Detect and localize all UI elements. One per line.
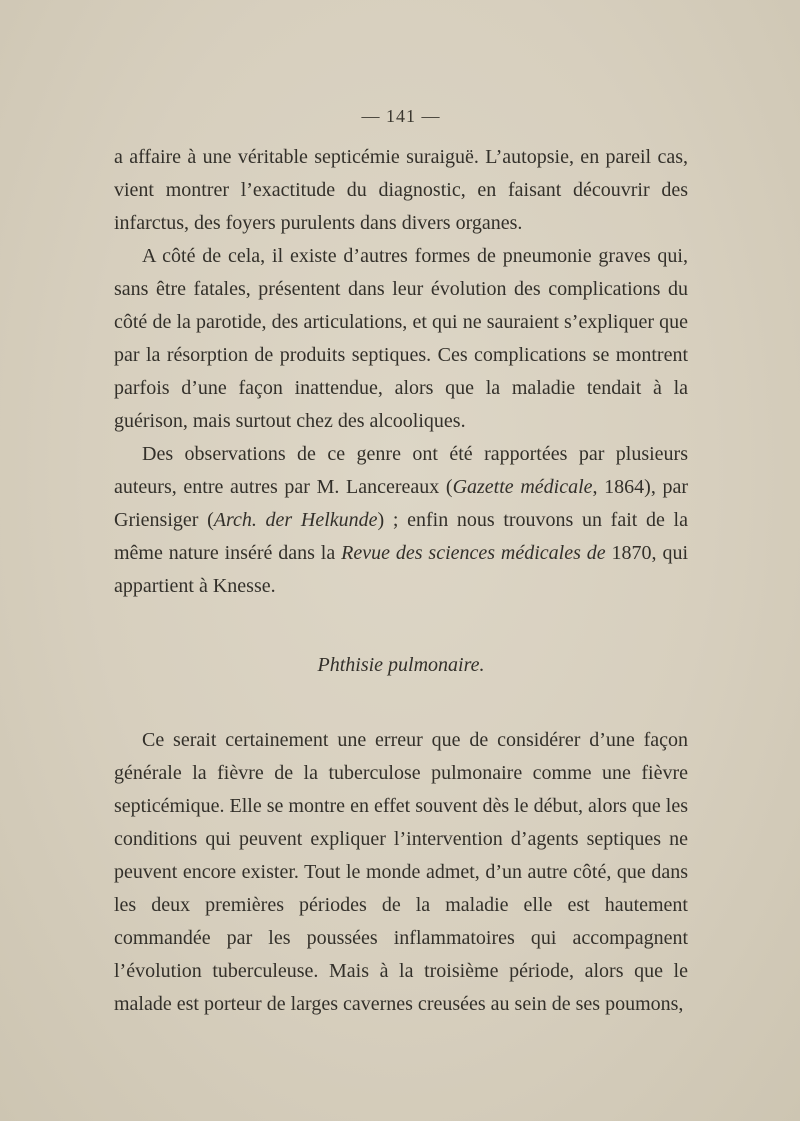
paragraph: A côté de cela, il existe d’autres formes de pneumonie graves qui, sans être fatales, présentent dans leur évolution des complications du côté de la parotide, des articulations, et qui ne sauraient s’expliquer que par la résorption de produits septiques. Ces complications se montrent parfois d’une façon inattendue, alors que la maladie tendait à la guérison, mais surtout chez des alcooliques. [114,245,688,432]
paragraph-text: Des observations de ce genre ont été rapportées par plusieurs auteurs, entre autres par M. Lancereaux ( [114,443,688,498]
citation-title: Arch. der Helkunde [213,509,378,531]
paragraph: a affaire à une véritable septicémie suraiguë. L’autopsie, en pareil cas, vient montrer l’exactitude du diagnostic, en faisant découvrir des infarctus, des foyers purulents dans divers organes. [114,146,688,234]
paragraph-text: , 1864), par Griensiger ( [114,476,688,531]
citation-title: Revue des sciences médicales de [341,542,606,564]
section-heading: Phthisie pulmonaire. [317,654,485,676]
paragraph-text: ) ; enfin nous trouvons un fait de la même nature inséré dans la [114,509,688,564]
citation-title: Gazette médicale [452,476,593,498]
paragraph [114,438,688,603]
paragraph-text: 1870, qui appartient à Knesse. [114,542,689,597]
paragraph: Ce serait certainement une erreur que de considérer d’une façon générale la fièvre de la tuberculose pulmonaire comme une fièvre septicémique. Elle se montre en effet souvent dès le début, alors que les conditions qui peuvent expliquer l’intervention d’agents septiques ne peuvent encore exister. Tout le monde admet, d’un autre côté, que dans les deux premières périodes de la maladie elle est hautement commandée par les poussées inflammatoires qui accompagnent l’évolution tuberculeuse. Mais à la troisième période, alors que le malade est porteur de larges cavernes creusées au sein de ses poumons, [114,729,688,1015]
text-block [114,100,688,1021]
page-number: — 141 — [361,106,441,126]
